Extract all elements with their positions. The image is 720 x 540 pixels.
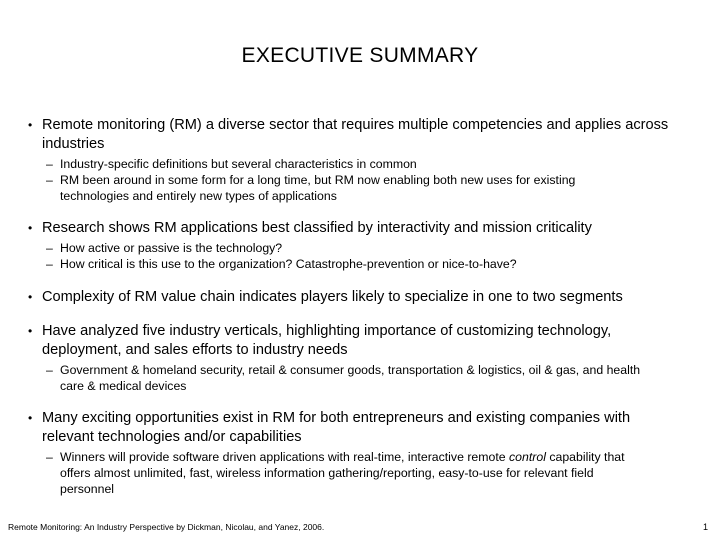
sub-bullet-item	[46, 256, 698, 272]
sub-bullet-text: How critical is this use to the organization? Catastrophe-prevention or nice-to-have?	[60, 257, 517, 271]
sub-bullet-text: RM been around in some form for a long time, but RM now enabling both new uses for existing technologies and entirely new types of applications	[60, 173, 576, 203]
sub-bullet-text: How active or passive is the technology?	[60, 241, 283, 255]
bullet-item	[28, 219, 698, 238]
sub-bullet-text-part: Winners will provide software driven applications with real-time, interactive remote	[60, 450, 510, 464]
sub-bullet-text: Industry-specific definitions but several characteristics in common	[60, 157, 417, 171]
sub-list	[46, 156, 698, 204]
sub-bullet-text-part: capability that offers almost unlimited, fast, wireless information gathering/reporting, easy-to-use for relevant field personnel	[60, 450, 625, 496]
sub-list	[46, 449, 698, 497]
sub-bullet-item	[46, 240, 698, 256]
bullet-text: Remote monitoring (RM) a diverse sector that requires multiple competencies and applies across industries	[42, 117, 669, 152]
sub-bullet-item	[46, 362, 698, 394]
bullet-dot-icon: •	[28, 290, 33, 304]
sub-list	[46, 240, 698, 272]
dash-icon: –	[46, 257, 53, 271]
bullet-text: Have analyzed five industry verticals, highlighting importance of customizing technology, deployment, and sales efforts to industry needs	[42, 323, 612, 358]
footer-citation: Remote Monitoring: An Industry Perspective by Dickman, Nicolau, and Yanez, 2006.	[8, 522, 325, 532]
page-title: EXECUTIVE SUMMARY	[241, 44, 479, 67]
bullet-dot-icon: •	[28, 324, 33, 338]
bullet-item	[28, 322, 698, 360]
bullet-item	[28, 409, 698, 447]
bullet-text: Many exciting opportunities exist in RM for both entrepreneurs and existing companies with relevant technologies and/or capabilities	[42, 410, 631, 445]
bullet-dot-icon: •	[28, 221, 33, 235]
sub-bullet-item	[46, 449, 698, 497]
dash-icon: –	[46, 450, 53, 464]
bullet-text: Complexity of RM value chain indicates players likely to specialize in one to two segments	[42, 289, 623, 305]
sub-bullet-text: Government & homeland security, retail & consumer goods, transportation & logistics, oil & gas, and health care & medical devices	[60, 363, 641, 393]
emphasis-text: control	[509, 450, 546, 464]
dash-icon: –	[46, 363, 53, 377]
sub-bullet-item	[46, 156, 698, 172]
bullet-item	[28, 116, 698, 154]
sub-list	[46, 362, 698, 394]
sub-bullet-text	[60, 450, 625, 496]
bullet-dot-icon: •	[28, 411, 33, 425]
bullet-dot-icon: •	[28, 118, 33, 132]
dash-icon: –	[46, 241, 53, 255]
bullet-text: Research shows RM applications best classified by interactivity and mission criticality	[42, 220, 592, 236]
sub-bullet-item	[46, 172, 698, 204]
bullet-item	[28, 288, 698, 307]
dash-icon: –	[46, 173, 53, 187]
bullet-list	[28, 116, 698, 497]
dash-icon: –	[46, 157, 53, 171]
page-number: 1	[702, 522, 708, 532]
